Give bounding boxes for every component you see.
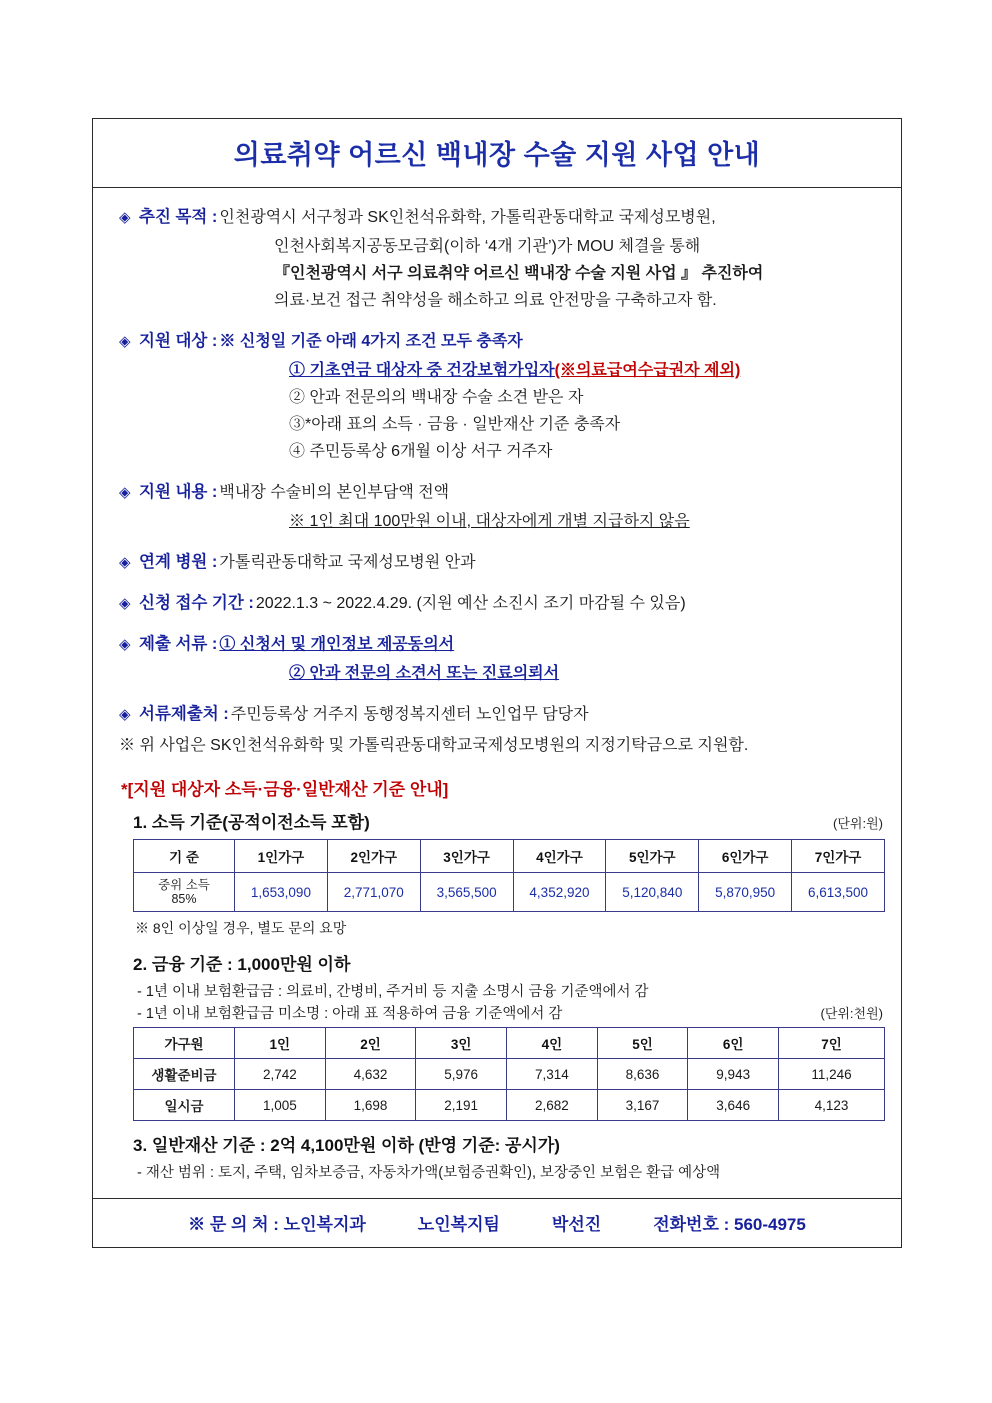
- table-header-cell: 2인가구: [327, 840, 420, 873]
- contact-person: 박선진: [551, 1215, 602, 1234]
- document-frame: [92, 118, 902, 1248]
- table-row: [134, 1090, 885, 1121]
- table-cell: 1,653,090: [235, 873, 328, 912]
- table-cell: 2,682: [507, 1090, 598, 1121]
- section-application-period: [119, 590, 883, 617]
- funding-footnote: ※ 위 사업은 SK인천석유화학 및 가톨릭관동대학교국제성모병원의 지정기탁금으로 지원함.: [119, 737, 749, 754]
- table-cell: 5,976: [416, 1059, 507, 1090]
- section-text: 인천사회복지공동모금회(이하 ‘4개 기관’)가 MOU 체결을 통해: [274, 238, 701, 255]
- table-cell: 1,005: [235, 1090, 326, 1121]
- criteria-property-dash-1: [137, 1162, 883, 1184]
- table-cell: 2,771,070: [327, 873, 420, 912]
- document-body: [93, 188, 901, 1184]
- diamond-bullet-icon: ◈: [119, 554, 131, 571]
- section-label: 연계 병원 :: [139, 553, 218, 571]
- table-cell: 4,352,920: [513, 873, 606, 912]
- table-row: [134, 873, 885, 912]
- section-purpose: [119, 204, 883, 314]
- table-cell: 9,943: [688, 1059, 779, 1090]
- table-cell: 5,120,840: [606, 873, 699, 912]
- table-cell: 6,613,500: [792, 873, 885, 912]
- table-cell: 8,636: [597, 1059, 688, 1090]
- table-cell: 2,742: [235, 1059, 326, 1090]
- section-required-documents: [119, 631, 883, 687]
- table-header-cell: 2인: [325, 1028, 416, 1059]
- section-submission-place: [119, 701, 883, 728]
- table-cell: 5,870,950: [699, 873, 792, 912]
- table-row-label: [134, 873, 235, 912]
- criteria-finance-title: 2. 금융 기준 : 1,000만원 이하: [133, 955, 351, 974]
- document-item-1: ① 신청서 및 개인정보 제공동의서: [219, 636, 455, 653]
- contact-team: 노인복지팀: [417, 1215, 500, 1234]
- table-header-cell: 4인: [507, 1028, 598, 1059]
- section-text: 『인천광역시 서구 의료취약 어르신 백내장 수술 지원 사업 』 추진하여: [274, 265, 764, 282]
- section-eligibility: [119, 328, 883, 465]
- table-cell: 11,246: [779, 1059, 885, 1090]
- row-label-bottom: 85%: [171, 892, 197, 906]
- criteria-finance-dash-2: [137, 1003, 883, 1025]
- table-cell: 4,123: [779, 1090, 885, 1121]
- table-cell: 3,565,500: [420, 873, 513, 912]
- diamond-bullet-icon: ◈: [119, 209, 131, 226]
- table-row-label: 일시금: [134, 1090, 235, 1121]
- section-text: 백내장 수술비의 본인부담액 전액: [219, 484, 450, 501]
- criteria-finance-dash-1-text: - 1년 이내 보험환급금 : 의료비, 간병비, 주거비 등 지출 소명시 금융 기준액에서 감: [137, 984, 649, 1000]
- table-row-label: 생활준비금: [134, 1059, 235, 1090]
- row-label-top: 중위 소득: [158, 878, 210, 892]
- table-header-row: [134, 840, 885, 873]
- criteria-income-title: 1. 소득 기준(공적이전소득 포함): [133, 813, 370, 832]
- table-header-cell: 5인: [597, 1028, 688, 1059]
- eligibility-item-1: ① 기초연금 대상자 중 건강보험가입자: [289, 362, 555, 379]
- contact-footer: [93, 1198, 901, 1247]
- income-criteria-table: [133, 839, 885, 912]
- contact-department: ※ 문 의 처 : 노인복지과: [188, 1215, 366, 1234]
- eligibility-item-2: ② 안과 전문의의 백내장 수술 소견 받은 자: [289, 389, 584, 406]
- table-header-cell: 기 준: [134, 840, 235, 873]
- criteria-property-heading: [133, 1131, 883, 1156]
- criteria-finance-unit: (단위:천원): [820, 1006, 883, 1021]
- section-label: 신청 접수 기간 :: [139, 594, 254, 612]
- section-text: 주민등록상 거주지 동행정복지센터 노인업무 담당자: [230, 706, 589, 723]
- table-header-cell: 3인: [416, 1028, 507, 1059]
- section-label: 지원 내용 :: [139, 483, 218, 501]
- table-header-cell: 6인: [688, 1028, 779, 1059]
- eligibility-item-4: ④ 주민등록상 6개월 이상 서구 거주자: [289, 443, 553, 460]
- diamond-bullet-icon: ◈: [119, 706, 131, 723]
- eligibility-item-1-exception: (※의료급여수급권자 제외): [554, 362, 741, 379]
- section-text: 인천광역시 서구청과 SK인천석유화학, 가톨릭관동대학교 국제성모병원,: [219, 209, 716, 226]
- support-content-note: ※ 1인 최대 100만원 이내, 대상자에게 개별 지급하지 않음: [289, 513, 690, 530]
- section-label: 제출 서류 :: [139, 635, 218, 653]
- table-header-cell: 1인: [235, 1028, 326, 1059]
- contact-phone: 전화번호 : 560-4975: [653, 1215, 806, 1234]
- diamond-bullet-icon: ◈: [119, 484, 131, 501]
- criteria-property-title: 3. 일반재산 기준 : 2억 4,100만원 이하 (반영 기준: 공시가): [133, 1136, 560, 1155]
- table-header-cell: 3인가구: [420, 840, 513, 873]
- table-header-row: [134, 1028, 885, 1059]
- table-cell: 3,646: [688, 1090, 779, 1121]
- table-header-cell: 7인가구: [792, 840, 885, 873]
- diamond-bullet-icon: ◈: [119, 333, 131, 350]
- document-item-2: ② 안과 전문의 소견서 또는 진료의뢰서: [289, 665, 560, 682]
- table-cell: 4,632: [325, 1059, 416, 1090]
- criteria-finance-dash-2-text: - 1년 이내 보험환급금 미소명 : 아래 표 적용하여 금융 기준액에서 감: [137, 1006, 563, 1022]
- criteria-property-dash-1-text: - 재산 범위 : 토지, 주택, 임차보증금, 자동차가액(보험증권확인), 보장중인 보험은 환급 예상액: [137, 1165, 721, 1181]
- table-cell: 1,698: [325, 1090, 416, 1121]
- table-header-cell: 7인: [779, 1028, 885, 1059]
- table-header-cell: 5인가구: [606, 840, 699, 873]
- criteria-heading: *[지원 대상자 소득·금융·일반재산 기준 안내]: [121, 780, 449, 799]
- criteria-income-heading: [133, 808, 883, 833]
- table-header-cell: 가구원: [134, 1028, 235, 1059]
- section-label: 지원 대상 :: [139, 332, 218, 350]
- section-text: 가톨릭관동대학교 국제성모병원 안과: [219, 554, 476, 571]
- section-text: 2022.1.3 ~ 2022.4.29. (지원 예산 소진시 조기 마감될 수 있음): [255, 595, 686, 612]
- table-cell: 3,167: [597, 1090, 688, 1121]
- criteria-finance-heading: [133, 950, 883, 975]
- section-label: 서류제출처 :: [139, 705, 229, 723]
- table-row: [134, 1059, 885, 1090]
- criteria-finance-dash-1: [137, 981, 883, 1003]
- table-cell: 2,191: [416, 1090, 507, 1121]
- diamond-bullet-icon: ◈: [119, 636, 131, 653]
- section-text: 의료·보건 접근 취약성을 해소하고 의료 안전망을 구축하고자 함.: [274, 292, 717, 309]
- income-table-note: ※ 8인 이상일 경우, 별도 문의 요망: [135, 920, 347, 936]
- document-title-bar: [93, 119, 901, 188]
- eligibility-heading: ※ 신청일 기준 아래 4가지 조건 모두 충족자: [219, 333, 523, 350]
- table-header-cell: 1인가구: [235, 840, 328, 873]
- criteria-income-unit: (단위:원): [833, 816, 883, 831]
- table-cell: 7,314: [507, 1059, 598, 1090]
- section-partner-hospital: [119, 549, 883, 576]
- table-header-cell: 6인가구: [699, 840, 792, 873]
- section-label: 추진 목적 :: [139, 208, 218, 226]
- finance-deduction-table: [133, 1027, 885, 1121]
- eligibility-item-3: ③*아래 표의 소득 · 금융 · 일반재산 기준 충족자: [289, 416, 621, 433]
- page-title: 의료취약 어르신 백내장 수술 지원 사업 안내: [233, 140, 761, 170]
- diamond-bullet-icon: ◈: [119, 595, 131, 612]
- section-support-content: [119, 479, 883, 535]
- table-header-cell: 4인가구: [513, 840, 606, 873]
